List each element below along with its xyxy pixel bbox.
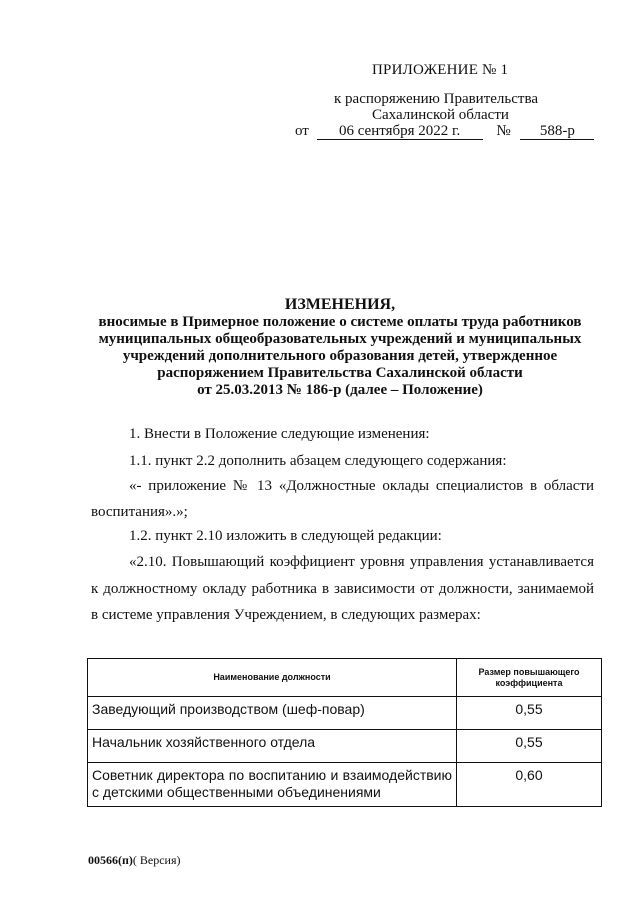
coefficients-table <box>87 658 602 807</box>
paragraph-annex-13-cont: воспитания».»; <box>91 504 188 520</box>
annex-line-2: Сахалинской области <box>372 107 509 123</box>
header-position: Наименование должности <box>88 659 457 697</box>
footer-code <box>88 853 181 868</box>
number-label: № <box>496 123 511 139</box>
paragraph-2-10-line-3: в системе управления Учреждением, в следующих размерах: <box>91 607 481 623</box>
heading-title: ИЗМЕНЕНИЯ, <box>284 296 396 313</box>
paragraph-2-10-line-2: к должностному окладу работника в зависимости от должности, занимаемой <box>91 581 594 597</box>
annex-line-1: к распоряжению Правительства <box>334 91 539 107</box>
document-heading <box>60 296 620 399</box>
paragraph-annex-13: «- приложение № 13 «Должностные оклады специалистов в области <box>129 478 594 494</box>
heading-line: от 25.03.2013 № 186-р (далее – Положение) <box>197 382 483 398</box>
annex-title: ПРИЛОЖЕНИЕ № 1 <box>372 62 509 78</box>
coefficient-value: 0,55 <box>457 697 602 730</box>
position-name: Начальник хозяйственного отдела <box>88 730 457 763</box>
coefficient-value: 0,60 <box>457 763 602 807</box>
position-name: Заведующий производством (шеф-повар) <box>88 697 457 730</box>
heading-line: муниципальных общеобразовательных учреждений и муниципальных <box>98 331 582 347</box>
position-name: Советник директора по воспитанию и взаимодействию с детскими общественными объединениями <box>88 763 457 807</box>
order-date: 06 сентября 2022 г. <box>317 124 483 140</box>
table-row <box>88 697 602 730</box>
heading-line: учреждений дополнительного образования детей, утвержденное <box>122 348 558 364</box>
paragraph-2-10-line-1: «2.10. Повышающий коэффициент уровня управления устанавливается <box>129 554 594 570</box>
document-code: 00566(п) <box>88 853 133 867</box>
heading-line: распоряжением Правительства Сахалинской области <box>157 365 523 381</box>
paragraph-1-1: 1.1. пункт 2.2 дополнить абзацем следующего содержания: <box>129 453 507 469</box>
table-row <box>88 763 602 807</box>
heading-line: вносимые в Примерное положение о системе оплаты труда работников <box>98 314 582 330</box>
version-label: ( Версия) <box>132 853 181 867</box>
order-date-number <box>295 123 594 140</box>
header-coefficient: Размер повышающего коэффициента <box>457 659 602 697</box>
from-label: от <box>295 123 309 139</box>
table-row <box>88 730 602 763</box>
table-header-row <box>88 659 602 697</box>
paragraph-1-2: 1.2. пункт 2.10 изложить в следующей редакции: <box>129 528 442 544</box>
order-number: 588-р <box>520 124 594 140</box>
paragraph-1: 1. Внести в Положение следующие изменения: <box>129 426 430 442</box>
coefficient-value: 0,55 <box>457 730 602 763</box>
